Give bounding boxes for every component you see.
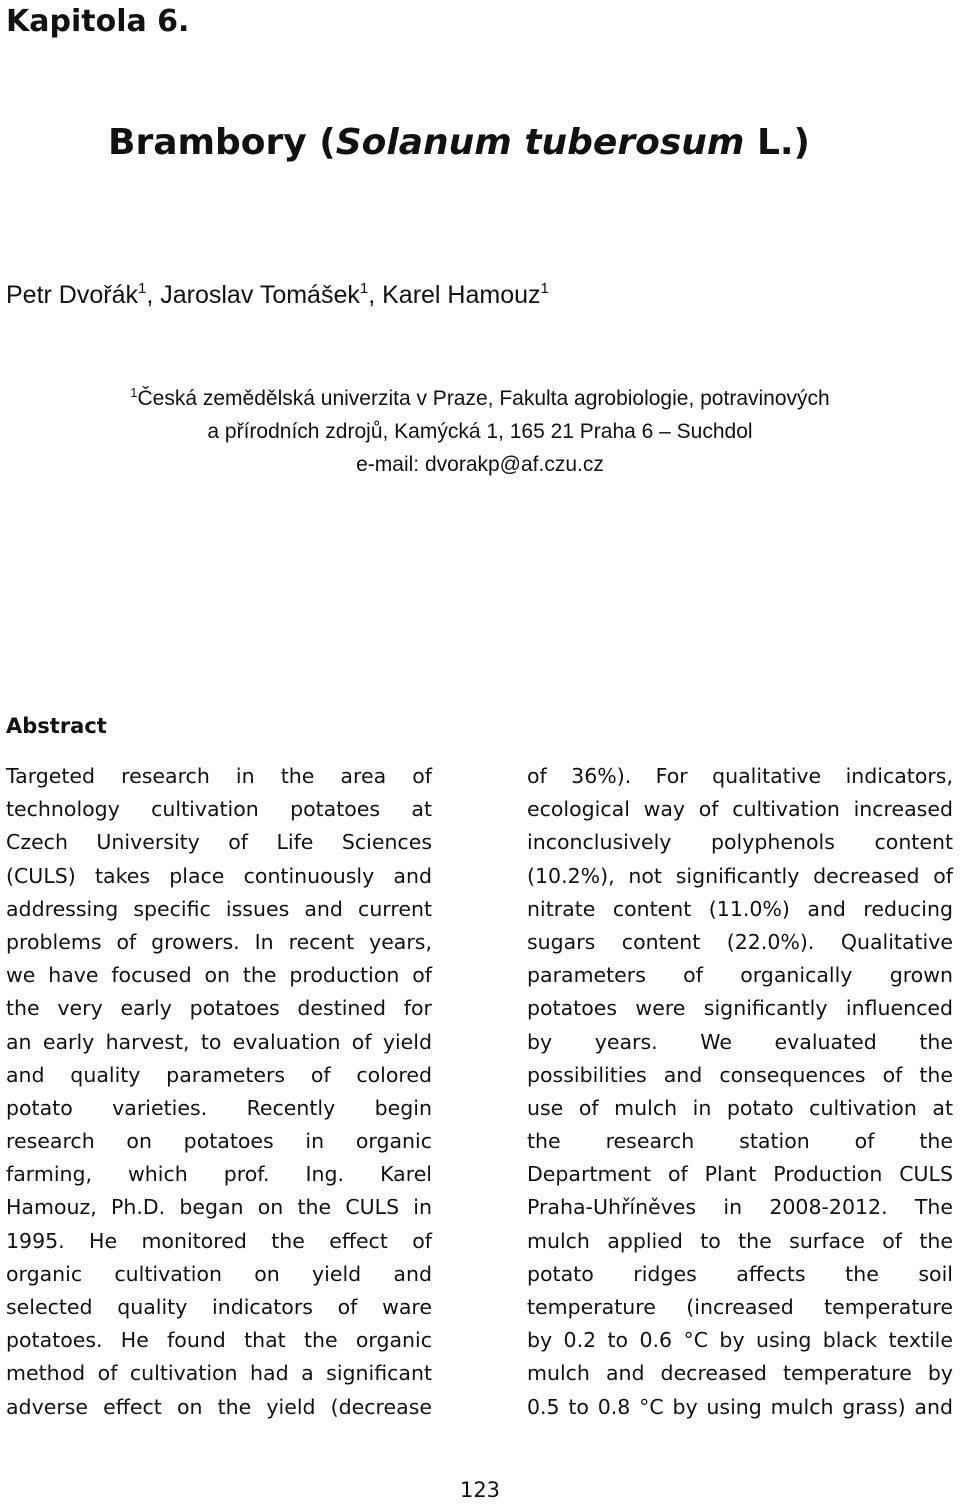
abstract-line: Hamouz, Ph.D. began on the CULS in — [6, 1195, 432, 1220]
title-suffix: L.) — [744, 122, 811, 163]
abstract-line: farming, which prof. Ing. Karel — [6, 1162, 432, 1187]
title-prefix: Brambory ( — [108, 122, 336, 163]
abstract-line: mulch applied to the surface of the — [527, 1228, 953, 1253]
affiliation-block — [0, 382, 960, 481]
author-affiliation-mark: 1 — [359, 280, 369, 297]
author-affiliation-mark: 1 — [137, 280, 147, 297]
title-latin-name: Solanum tuberosum — [335, 122, 745, 163]
abstract-line: 0.5 to 0.8 °C by using mulch grass) and — [527, 1394, 953, 1419]
page-number: 123 — [459, 1478, 501, 1502]
abstract-line: (10.2%), not significantly decreased of — [527, 863, 953, 888]
chapter-label: Kapitola 6. — [6, 4, 190, 39]
affiliation-text: Česká zemědělská univerzita v Praze, Fakulta agrobiologie, potravinových — [137, 387, 830, 410]
abstract-line: technology cultivation potatoes at — [6, 797, 432, 822]
abstract-line: Praha-Uhříněves in 2008-2012. The — [527, 1195, 953, 1220]
author-list — [6, 277, 549, 313]
abstract-line: use of mulch in potato cultivation at — [527, 1095, 953, 1120]
abstract-line: inconclusively polyphenols content — [527, 830, 953, 855]
affiliation-mark: 1 — [130, 385, 138, 400]
abstract-line: Department of Plant Production CULS — [527, 1162, 953, 1187]
abstract-line: adverse effect on the yield (decrease — [6, 1394, 432, 1419]
abstract-line: temperature (increased temperature — [527, 1295, 953, 1319]
abstract-line: addressing specific issues and current — [6, 896, 432, 921]
abstract-line: by 0.2 to 0.6 °C by using black textile — [527, 1328, 953, 1353]
abstract-line: Targeted research in the area of — [6, 764, 432, 788]
author-name: Karel Hamouz — [382, 281, 541, 309]
contact-email: e-mail: dvorakp@af.czu.cz — [356, 453, 604, 476]
author-separator: , — [146, 281, 161, 309]
chapter-title — [108, 118, 810, 168]
abstract-line: (CULS) takes place continuously and — [6, 863, 432, 888]
abstract-left-column — [6, 760, 432, 1424]
author-name: Jaroslav Tomášek — [160, 281, 360, 309]
abstract-line: mulch and decreased temperature by — [527, 1361, 953, 1386]
abstract-line: method of cultivation had a significant — [6, 1361, 432, 1386]
abstract-line: organic cultivation on yield and — [6, 1261, 432, 1286]
abstract-line: we have focused on the production of — [6, 963, 432, 988]
abstract-line: the very early potatoes destined for — [6, 996, 432, 1021]
abstract-heading: Abstract — [6, 714, 107, 738]
abstract-line: by years. We evaluated the — [527, 1029, 953, 1054]
abstract-line: 1995. He monitored the effect of — [6, 1228, 432, 1253]
abstract-line: and quality parameters of colored — [6, 1062, 432, 1087]
abstract-line: of 36%). For qualitative indicators, — [527, 764, 953, 788]
abstract-line: Czech University of Life Sciences — [6, 830, 432, 855]
abstract-line: research on potatoes in organic — [6, 1129, 432, 1154]
abstract-right-column — [527, 760, 953, 1424]
abstract-line: selected quality indicators of ware — [6, 1295, 432, 1319]
author-name: Petr Dvořák — [6, 281, 138, 309]
abstract-line: potato varieties. Recently begin — [6, 1095, 432, 1120]
author-separator: , — [368, 281, 383, 309]
author-affiliation-mark: 1 — [540, 280, 549, 297]
abstract-line: potatoes were significantly influenced — [527, 996, 953, 1021]
abstract-line: potato ridges affects the soil — [527, 1261, 953, 1286]
abstract-line: potatoes. He found that the organic — [6, 1328, 432, 1353]
abstract-line: sugars content (22.0%). Qualitative — [527, 929, 953, 954]
abstract-line: parameters of organically grown — [527, 963, 953, 988]
abstract-line: ecological way of cultivation increased — [527, 797, 953, 822]
affiliation-line — [0, 382, 960, 415]
abstract-line: problems of growers. In recent years, — [6, 929, 432, 954]
abstract-line: possibilities and consequences of the — [527, 1062, 953, 1087]
abstract-line: an early harvest, to evaluation of yield — [6, 1029, 432, 1054]
abstract-line: the research station of the — [527, 1129, 953, 1154]
affiliation-line: a přírodních zdrojů, Kamýcká 1, 165 21 Praha 6 – Suchdol — [207, 420, 753, 443]
abstract-line: nitrate content (11.0%) and reducing — [527, 896, 953, 921]
